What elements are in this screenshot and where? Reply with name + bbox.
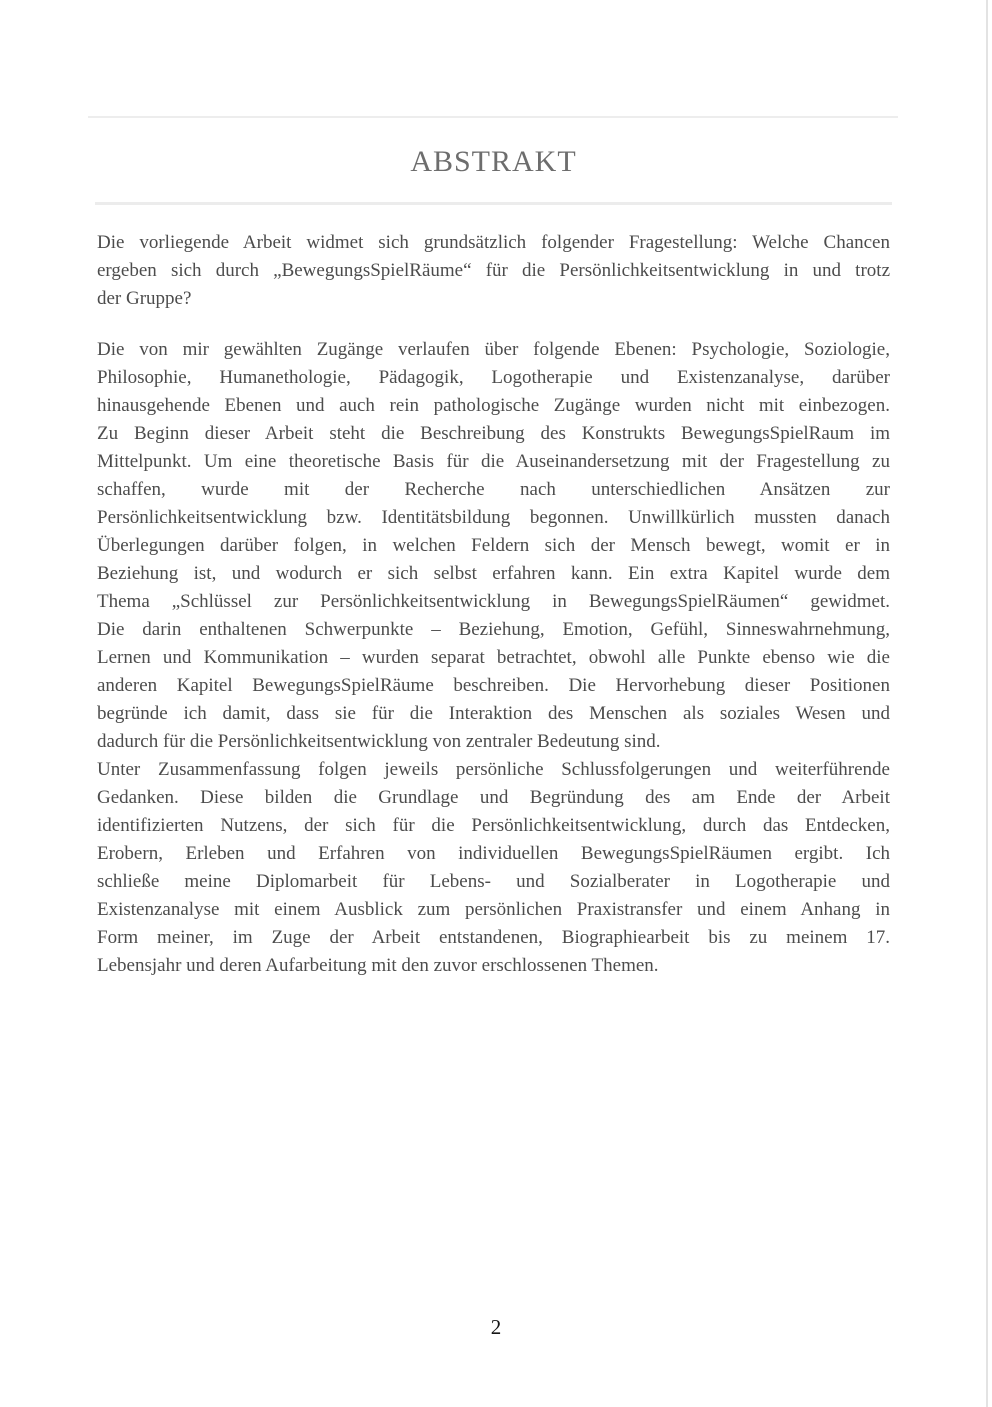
text-line: dadurch für die Persönlichkeitsentwicklung von zentraler Bedeutung sind.	[97, 731, 661, 752]
text-line: begründe ich damit, dass sie für die Interaktion des Menschen als soziales Wesen und	[97, 703, 890, 724]
text-line: Philosophie, Humanethologie, Pädagogik, Logotherapie und Existenzanalyse, darüber	[97, 367, 890, 388]
text-line: schließe meine Diplomarbeit für Lebens- und Sozialberater in Logotherapie und	[97, 871, 890, 892]
text-line: der Gruppe?	[97, 288, 192, 309]
text-line: Die vorliegende Arbeit widmet sich grundsätzlich folgender Fragestellung: Welche Chancen	[97, 232, 890, 253]
page-number: 2	[490, 1315, 502, 1339]
paragraph	[97, 336, 890, 756]
horizontal-rule-top	[88, 116, 898, 118]
document-page	[97, 0, 890, 980]
text-line: Gedanken. Diese bilden die Grundlage und Begründung des am Ende der Arbeit	[97, 787, 890, 808]
text-line: Mittelpunkt. Um eine theoretische Basis für die Auseinandersetzung mit der Fragestellung zu	[97, 451, 890, 472]
text-line: identifizierten Nutzens, der sich für die Persönlichkeitsentwicklung, durch das Entdecken,	[97, 815, 890, 836]
text-line: Erobern, Erleben und Erfahren von individuellen BewegungsSpielRäumen ergibt. Ich	[97, 843, 890, 864]
text-line: Die von mir gewählten Zugänge verlaufen über folgende Ebenen: Psychologie, Soziologie,	[97, 339, 890, 360]
text-line: Zu Beginn dieser Arbeit steht die Beschreibung des Konstrukts BewegungsSpielRaum im	[97, 423, 890, 444]
text-line: ergeben sich durch „BewegungsSpielRäume“ für die Persönlichkeitsentwicklung in und trotz	[97, 260, 890, 281]
text-line: Lebensjahr und deren Aufarbeitung mit den zuvor erschlossenen Themen.	[97, 955, 659, 976]
abstract-body	[97, 229, 890, 980]
text-line: Persönlichkeitsentwicklung bzw. Identitätsbildung begonnen. Unwillkürlich mussten danach	[97, 507, 890, 528]
text-line: Die darin enthaltenen Schwerpunkte – Beziehung, Emotion, Gefühl, Sinneswahrnehmung,	[97, 619, 890, 640]
text-line: Lernen und Kommunikation – wurden separat betrachtet, obwohl alle Punkte ebenso wie die	[97, 647, 890, 668]
text-line: Überlegungen darüber folgen, in welchen Feldern sich der Mensch bewegt, womit er in	[97, 535, 890, 556]
text-line: schaffen, wurde mit der Recherche nach unterschiedlichen Ansätzen zur	[97, 479, 890, 500]
horizontal-rule-bottom	[95, 202, 892, 205]
text-line: Beziehung ist, und wodurch er sich selbst erfahren kann. Ein extra Kapitel wurde dem	[97, 563, 890, 584]
text-line: Unter Zusammenfassung folgen jeweils persönliche Schlussfolgerungen und weiterführende	[97, 759, 890, 780]
paragraph	[97, 756, 890, 980]
text-line: Existenzanalyse mit einem Ausblick zum persönlichen Praxistransfer und einem Anhang in	[97, 899, 890, 920]
page-edge-line	[986, 0, 988, 1407]
text-line: hinausgehende Ebenen und auch rein pathologische Zugänge wurden nicht mit einbezogen.	[97, 395, 890, 416]
text-line: Thema „Schlüssel zur Persönlichkeitsentwicklung in BewegungsSpielRäumen“ gewidmet.	[97, 591, 890, 612]
text-line: anderen Kapitel BewegungsSpielRäume beschreiben. Die Hervorhebung dieser Positionen	[97, 675, 890, 696]
text-line: Form meiner, im Zuge der Arbeit entstandenen, Biographiearbeit bis zu meinem 17.	[97, 927, 890, 948]
page-title: ABSTRAKT	[410, 145, 577, 178]
paragraph	[97, 229, 890, 313]
